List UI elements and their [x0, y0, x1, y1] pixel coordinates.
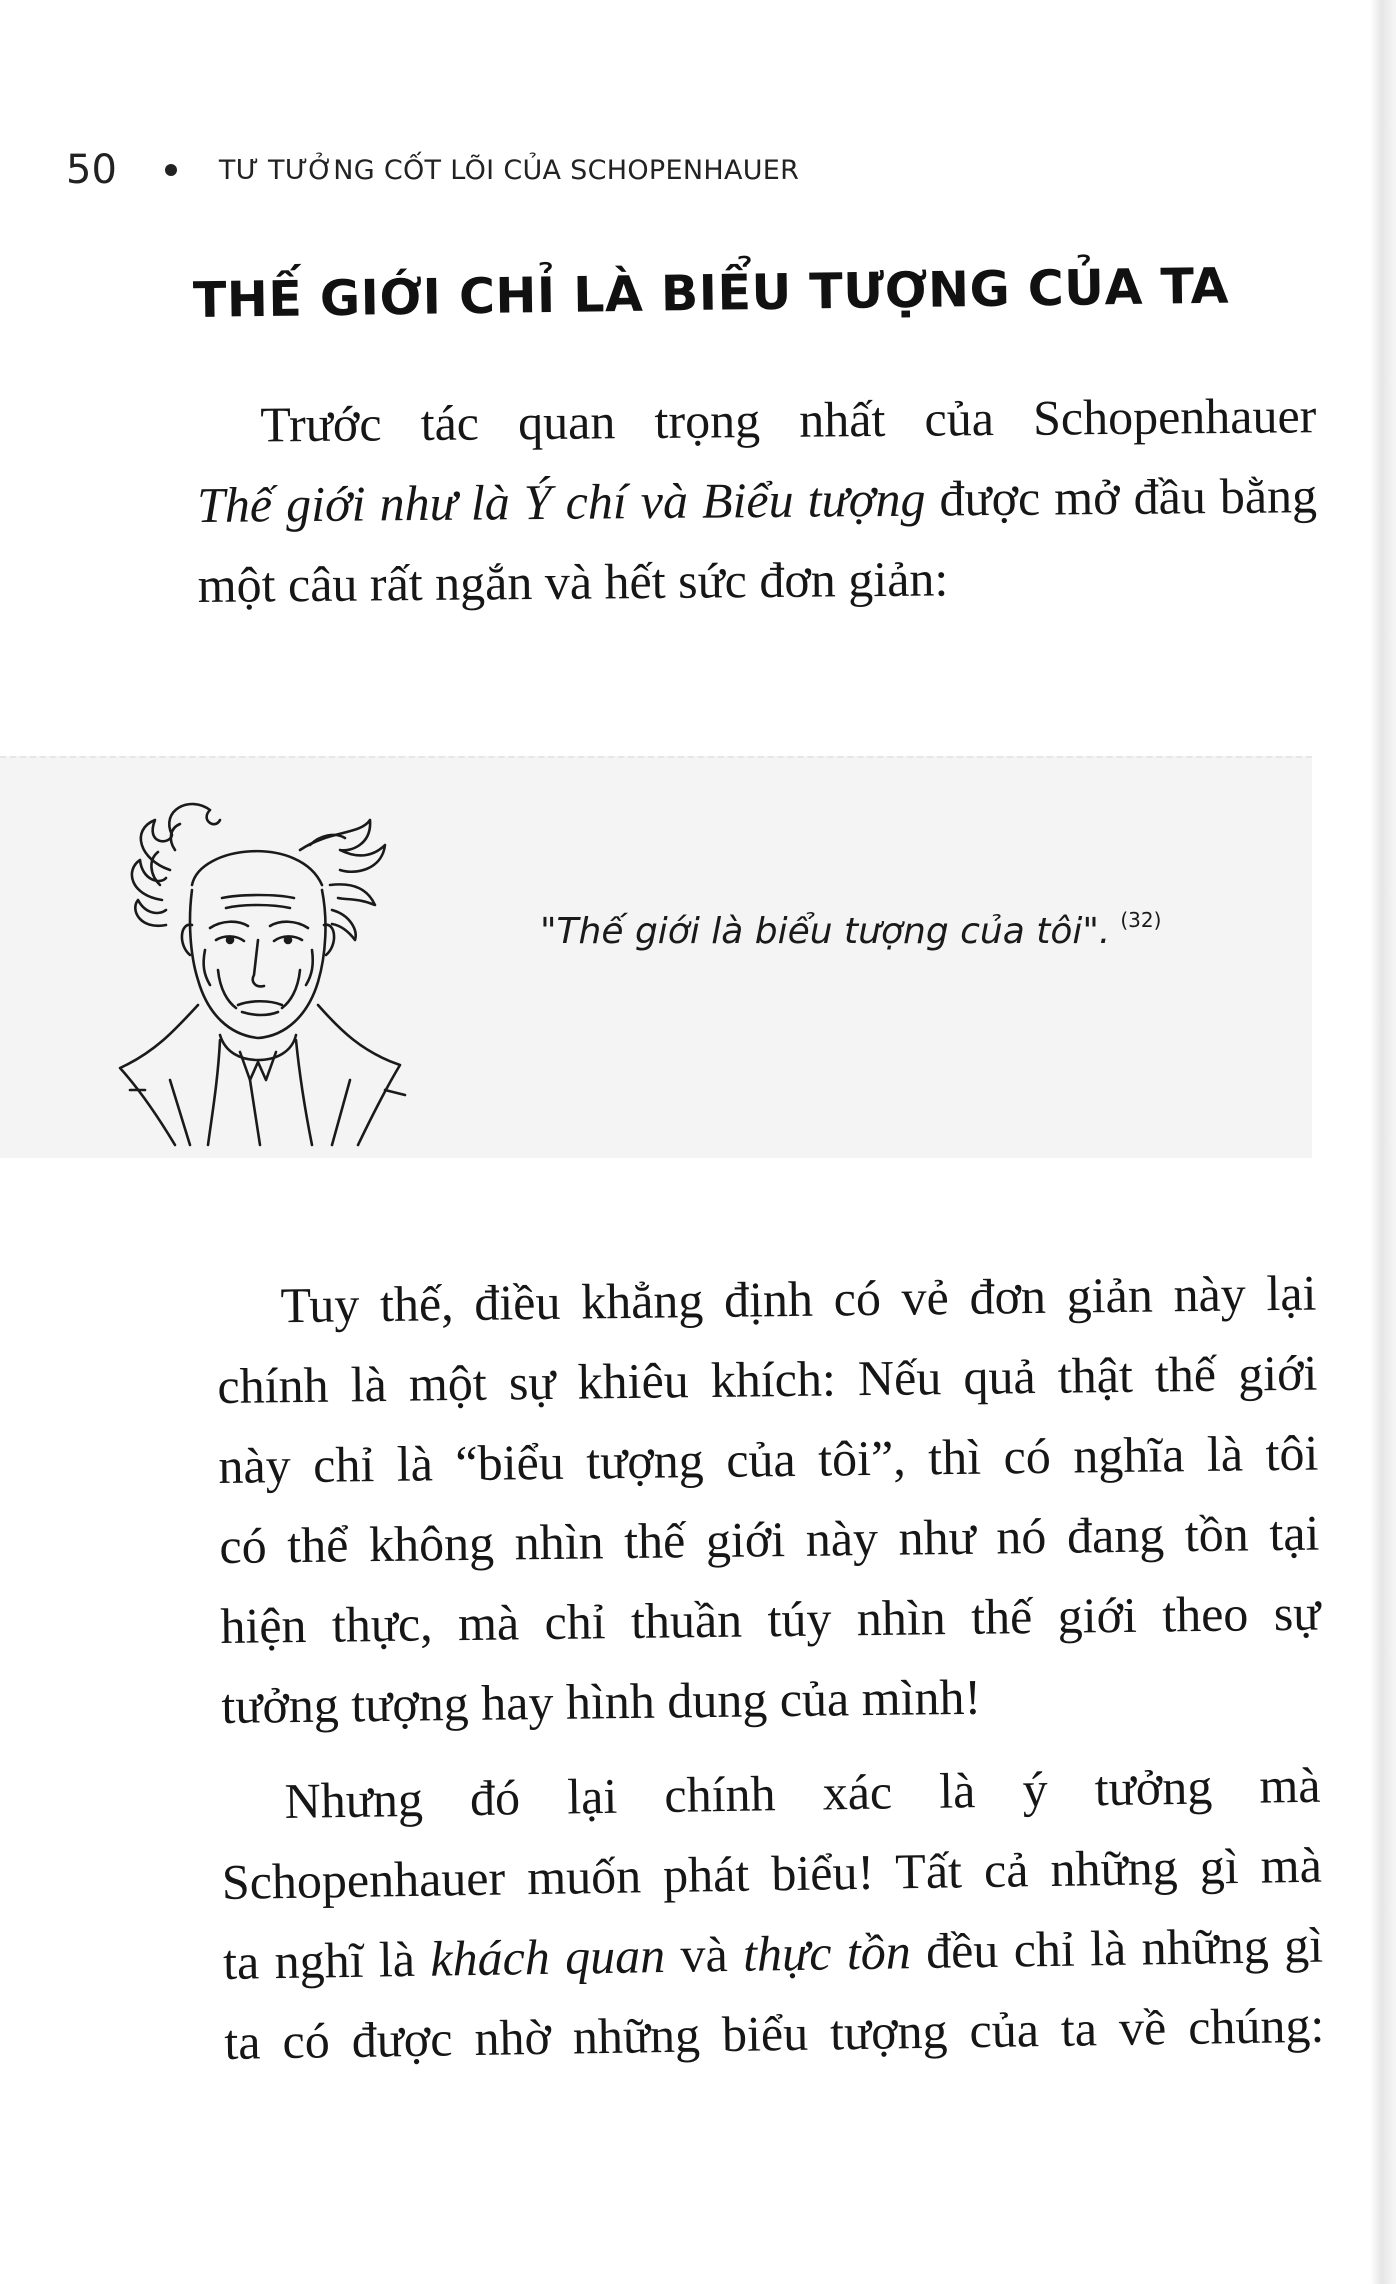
- text-line: [196, 375, 1317, 465]
- running-title: TƯ TƯỞNG CỐT LÕI CỦA SCHOPENHAUER: [218, 154, 800, 186]
- text-line: chính là một sự khiêu khích: Nếu quả thật thế giới: [217, 1344, 1318, 1414]
- italic-term: khách quan: [429, 1927, 666, 1987]
- body-paragraph-3: [220, 1745, 1325, 2082]
- italic-term: thực tồn: [742, 1923, 912, 1982]
- text-line: hiện thực, mà chỉ thuần túy nhìn thế giới theo sự: [220, 1584, 1321, 1654]
- quote-text: [540, 908, 1161, 952]
- text-run: và: [664, 1925, 744, 1984]
- text-run: Trước tác quan trọng nhất của Schopenhauer: [260, 387, 1317, 453]
- text-line: Nhưng đó lại chính xác là ý tưởng mà: [284, 1756, 1321, 1829]
- quote-body: "Thế giới là biểu tượng của tôi".: [540, 911, 1111, 952]
- schopenhauer-portrait-icon: [100, 790, 430, 1150]
- text-run: ta nghĩ là: [222, 1930, 431, 1990]
- running-header: [66, 140, 799, 200]
- text-run: được mở đầu bằng: [925, 467, 1318, 527]
- body-paragraph-2: [216, 1253, 1322, 1746]
- text-line: [197, 535, 1318, 625]
- intro-paragraph: [196, 375, 1318, 625]
- book-spine-shadow: [1370, 0, 1396, 2284]
- text-line: [197, 455, 1318, 545]
- text-run: đều chỉ là những gì: [910, 1916, 1324, 1980]
- text-line: này chỉ là “biểu tượng của tôi”, thì có nghĩa là tôi: [218, 1424, 1319, 1494]
- text-run: một câu rất ngắn và hết sức đơn giản:: [197, 550, 949, 613]
- footnote-marker[interactable]: (32): [1120, 908, 1162, 932]
- text-line: Schopenhauer muốn phát biểu! Tất cả những gì mà: [221, 1836, 1323, 1910]
- bullet-icon: [165, 164, 177, 176]
- text-line: tưởng tượng hay hình dung của mình!: [221, 1668, 982, 1734]
- book-title-italic: Thế giới như là Ý chí và Biểu tượng: [196, 470, 926, 533]
- text-line: Tuy thế, điều khẳng định có vẻ đơn giản này lại: [280, 1264, 1317, 1334]
- text-line: ta có được nhờ những biểu tượng của ta về chúng:: [223, 1996, 1325, 2070]
- section-title: THẾ GIỚI CHỈ LÀ BIỂU TƯỢNG CỦA TA: [192, 257, 1230, 329]
- text-line: có thể không nhìn thế giới này như nó đang tồn tại: [219, 1504, 1320, 1574]
- page-number: 50: [66, 147, 117, 193]
